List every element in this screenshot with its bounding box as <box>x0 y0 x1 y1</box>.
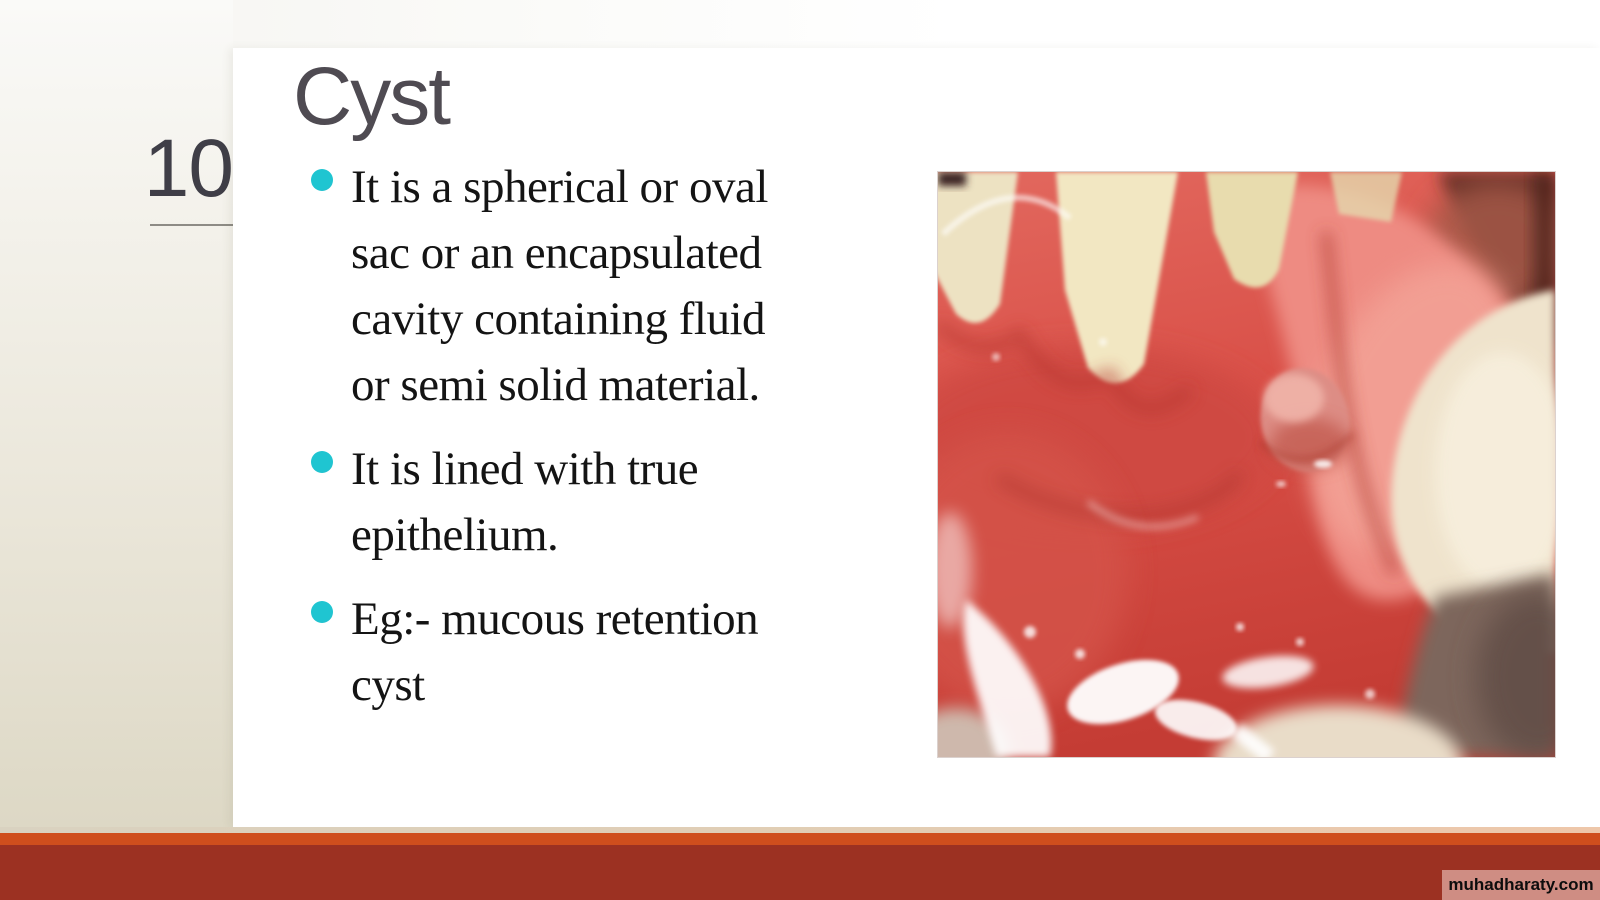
bullet-line: or semi solid material. <box>351 359 760 411</box>
bullet-line: epithelium. <box>351 509 559 561</box>
slide-title: Cyst <box>293 51 449 142</box>
slide <box>233 48 1600 827</box>
bottom-red-bar <box>0 845 1600 900</box>
bullet-line: sac or an encapsulated <box>351 227 762 279</box>
bullet-item <box>311 586 891 718</box>
bullet-list <box>311 154 891 736</box>
bullet-dot-icon <box>311 451 333 473</box>
clinical-photo <box>938 172 1555 757</box>
watermark-badge[interactable] <box>1442 870 1600 900</box>
bullet-line: cavity containing fluid <box>351 293 766 345</box>
top-background-strip <box>0 0 1600 48</box>
bullet-dot-icon <box>311 169 333 191</box>
bullet-line: It is a spherical or oval <box>351 161 768 213</box>
page-number-underline <box>150 224 233 226</box>
bullet-dot-icon <box>311 601 333 623</box>
bullet-line: It is lined with true <box>351 443 699 495</box>
bullet-line: cyst <box>351 659 425 711</box>
page-number: 10 <box>143 123 233 214</box>
bullet-item <box>311 436 891 568</box>
watermark-text: muhadharaty.com <box>1448 875 1594 894</box>
bullet-line: Eg:- mucous retention <box>351 593 759 645</box>
bottom-orange-bar <box>0 833 1600 845</box>
bullet-item <box>311 154 891 418</box>
